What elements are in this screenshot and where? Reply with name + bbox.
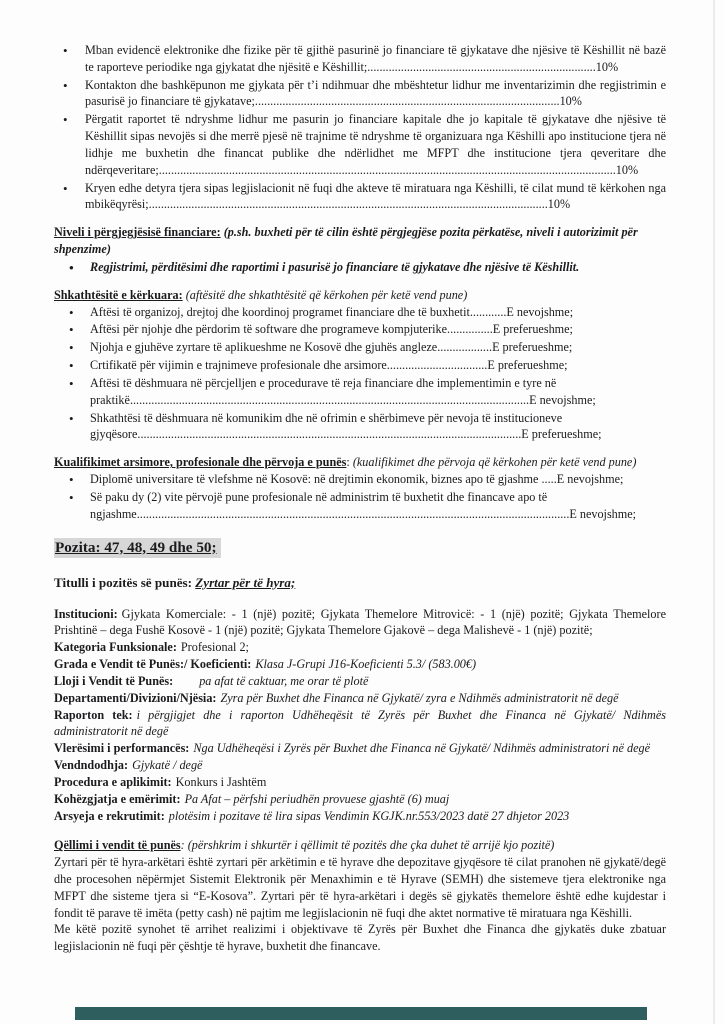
colon: : bbox=[180, 838, 188, 853]
duty-item bbox=[54, 42, 666, 76]
section-note: (p.sh. buxheti për të cilin është përgjegjëse pozita përkatëse, niveli i autorizimit për shpenzime) bbox=[54, 225, 638, 257]
skill-level: E nevojshme; bbox=[506, 304, 574, 319]
dot-leader: ........................................................................... bbox=[367, 59, 596, 74]
qualification-text: Diplomë universitare të vlefshme në Kosovë: në drejtimin ekonomik, biznes apo të gjashme bbox=[90, 472, 542, 487]
detail-row bbox=[54, 656, 666, 673]
detail-label: Raporton tek: bbox=[54, 707, 133, 722]
skill-text: Aftësi të dëshmuara në përcjelljen e procedurave të reja financiare dhe implementimin e tyre në praktikë bbox=[90, 375, 557, 407]
skills-list bbox=[54, 304, 666, 444]
job-title-row bbox=[54, 574, 666, 592]
skill-text: Crtifikatë për vijimin e trajnimeve profesionale dhe arsimore bbox=[90, 358, 387, 373]
purpose-paragraph: Zyrtari për të hyra-arkëtari është zyrtari për arkëtimin e të hyrave dhe depozitave gjyqësore të cilat pranohen në gjykatë/degë dhe procesohen nëpërmjet Sistemit Elektronik për Menaxhimin e të Hyrave (SEMH) dhe sistemeve tjera elektronike nga MFPT dhe sisteme tjera si “E-Kosova”. Zyrtari për të hyra-arkëtari i degës së gjykatës themelore është edhe kujdestar i fondit të parave të imëta (petty cash) në pajtim me legjislacionin në fuqi dhe aktet normative të miratuara nga Këshilli. bbox=[54, 855, 666, 920]
detail-label: Arsyeja e rekrutimit: bbox=[54, 808, 165, 823]
duty-weight: 10% bbox=[595, 59, 619, 74]
detail-value: i përgjigjet dhe i raporton Udhëheqësit të Zyrës për Buxhet dhe Financa në Gjykatë/ Ndihmës administratorit në degë bbox=[54, 707, 666, 739]
detail-value: Nga Udhëheqësi i Zyrës për Buxhet dhe Financa në Gjykatë/ Ndihmës administratori në degë bbox=[193, 741, 650, 756]
skill-item bbox=[54, 410, 666, 444]
skill-item bbox=[54, 375, 666, 409]
duty-item bbox=[54, 111, 666, 178]
skill-level: E preferueshme; bbox=[492, 340, 573, 355]
position-number-heading bbox=[54, 538, 666, 559]
dot-leader: ................................. bbox=[386, 358, 488, 373]
detail-value: pa afat të caktuar, me orar të plotë bbox=[199, 673, 369, 688]
detail-label: Vendndodhja: bbox=[54, 758, 129, 773]
dot-leader: ..... bbox=[541, 472, 557, 487]
detail-row bbox=[54, 639, 666, 656]
duty-text: Kryen edhe detyra tjera sipas legjislacionit në fuqi dhe akteve të miratuara nga Këshilli, të cilat mund të kërkohen nga mbikëqyrësi; bbox=[85, 180, 666, 212]
duty-weight: 10% bbox=[547, 197, 571, 212]
section-heading: Niveli i përgjegjësisë financiare: bbox=[54, 225, 221, 240]
skill-item bbox=[54, 304, 666, 321]
qualification-item bbox=[54, 489, 666, 523]
dot-leader: ................................................................................................................................... bbox=[148, 197, 548, 212]
detail-row bbox=[54, 808, 666, 825]
dot-leader: .................. bbox=[437, 340, 493, 355]
duty-text: Përgatit raportet të ndryshme lidhur me pasurin jo financiare kapitale dhe jo kapitale të gjykatave dhe njësive të Këshillit sipas nevojës si dhe merrë pjesë në trajnime të ndryshme të organizuara nga Këshilli apo institucione tjera në lidhje me buxhetin dhe financat publike dhe ndërlidhet me MFPT dhe institucione tjera qeveritare dhe ndërqeveritare; bbox=[85, 112, 666, 177]
duties-list bbox=[54, 42, 666, 213]
detail-row bbox=[54, 673, 666, 690]
detail-row bbox=[54, 774, 666, 791]
detail-label: Procedura e aplikimit: bbox=[54, 774, 172, 789]
detail-label: Grada e Vendit të Punës:/ Koeficienti: bbox=[54, 657, 252, 672]
qualification-text: Së paku dy (2) vite përvojë pune profesionale në administrim të buxhetit dhe financave apo të ngjashme bbox=[90, 489, 548, 521]
purpose-section bbox=[54, 837, 666, 955]
dot-leader: ................................................................................................................................... bbox=[129, 392, 530, 407]
section-note: (aftësitë dhe shkathtësitë që kërkohen për ketë vend pune) bbox=[185, 287, 468, 302]
detail-row bbox=[54, 606, 666, 640]
skill-item bbox=[54, 321, 666, 338]
detail-value: plotësim i pozitave të lira sipas Vendimin KGJK.nr.553/2023 datë 27 dhjetor 2023 bbox=[168, 808, 570, 823]
detail-row bbox=[54, 740, 666, 757]
skill-text: Shkathtësi të dëshmuara në komunikim dhe në ofrimin e shërbimeve për nevoja të institucioneve gjyqësore bbox=[90, 410, 563, 442]
detail-value: Gjykatë / degë bbox=[132, 758, 203, 773]
skill-level: E preferueshme; bbox=[487, 358, 568, 373]
dot-leader: ............ bbox=[469, 304, 507, 319]
purpose-heading-row bbox=[54, 837, 666, 854]
detail-row bbox=[54, 791, 666, 808]
duty-text: Mban evidencë elektronike dhe fizike për të gjithë pasurinë jo financiare të gjykatave dhe njësive të Këshillit në bazë te raporteve periodike nga gjykatat dhe njësitë e Këshillit; bbox=[85, 43, 666, 74]
detail-label: Departamenti/Divizioni/Njësia: bbox=[54, 690, 217, 705]
detail-row bbox=[54, 707, 666, 741]
qualification-level: E nevojshme; bbox=[556, 472, 624, 487]
detail-value: Zyra për Buxhet dhe Financa në Gjykatë/ zyra e Ndihmës administratorit në degë bbox=[220, 690, 619, 705]
section-heading: Shkathtësitë e kërkuara: bbox=[54, 287, 183, 302]
financial-level-item: • Regjistrimi, përditësimi dhe raportimi i pasurisë jo financiare të gjykatave dhe njësive të Këshillit. bbox=[54, 259, 666, 276]
qualifications-list bbox=[54, 471, 666, 522]
duty-text: Kontakton dhe bashkëpunon me gjykata për t’i ndihmuar dhe mbështetur lidhur me inventarizimin dhe regjistrimin e pasurisë jo financiare të gjykatave; bbox=[85, 77, 666, 109]
detail-row bbox=[54, 757, 666, 774]
section-note: (kualifikimet dhe përvoja që kërkohen për ketë vend pune) bbox=[352, 455, 637, 470]
highlighted-heading-text: Pozita: 47, 48, 49 dhe 50; bbox=[54, 538, 221, 558]
job-title-label: Titulli i pozitës së punës: bbox=[54, 574, 192, 590]
detail-value: Gjykata Komerciale: - 1 (një) pozitë; Gjykata Themelore Mitrovicë: - 1 (një) pozitë; Gjykata Themelore Prishtinë – dega Fushë Kosovë - 1 (një) pozitë; Gjykata Themelore Gjakovë – dega Malishevë - 1 (një) pozitë; bbox=[54, 606, 666, 638]
financial-level-list bbox=[54, 259, 666, 276]
detail-value: Profesional 2; bbox=[180, 640, 249, 655]
duty-weight: 10% bbox=[615, 162, 639, 177]
dot-leader: .................................................................................................... bbox=[254, 94, 560, 109]
financial-level-heading-row bbox=[54, 224, 666, 258]
duty-item bbox=[54, 77, 666, 111]
qualifications-heading-row bbox=[54, 454, 666, 471]
detail-value: Konkurs i Jashtëm bbox=[175, 774, 267, 789]
skill-item bbox=[54, 357, 666, 374]
skill-level: E nevojshme; bbox=[529, 392, 596, 407]
detail-label: Vlerësimi i performancës: bbox=[54, 741, 190, 756]
detail-value: Klasa J-Grupi J16-Koeficienti 5.3/ (583.00€) bbox=[255, 657, 477, 672]
position-details-block bbox=[54, 606, 666, 825]
skill-text: Njohja e gjuhëve zyrtare të aplikueshme ne Kosovë dhe gjuhës angleze bbox=[90, 340, 438, 355]
skill-level: E preferueshme; bbox=[521, 427, 602, 442]
bottom-scan-bar bbox=[75, 1007, 647, 1020]
dot-leader: .............................................................................................................................. bbox=[137, 427, 522, 442]
detail-label: Kategoria Funksionale: bbox=[54, 640, 177, 655]
dot-leader: ............... bbox=[447, 322, 493, 337]
section-heading: Kualifikimet arsimore, profesionale dhe përvoja e punës bbox=[54, 455, 347, 470]
detail-label: Institucioni: bbox=[54, 606, 118, 621]
section-note: (përshkrim i shkurtër i qëllimit të pozitës dhe çka duhet të arrijë kjo pozitë) bbox=[187, 838, 555, 853]
section-heading: Qëllimi i vendit të punës bbox=[54, 838, 181, 853]
skill-text: Aftësi për njohje dhe përdorim të software dhe programeve kompjuterike bbox=[90, 322, 448, 337]
qualification-level: E nevojshme; bbox=[569, 506, 637, 521]
detail-row bbox=[54, 690, 666, 707]
detail-value: Pa Afat – përfshi periudhën provuese gjashtë (6) muaj bbox=[184, 791, 450, 806]
page-edge-line bbox=[713, 0, 715, 1024]
duty-item bbox=[54, 180, 666, 214]
dot-leader: .............................................................................................................................................. bbox=[136, 506, 570, 521]
skill-text: Aftësi të organizoj, drejtoj dhe koordinoj programet financiare dhe të buxhetit bbox=[90, 304, 470, 319]
skill-item bbox=[54, 339, 666, 356]
qualification-item bbox=[54, 471, 666, 488]
job-title-value: Zyrtar për të hyra; bbox=[195, 574, 296, 590]
colon: : bbox=[346, 455, 353, 470]
detail-label: Lloji i Vendit të Punës: bbox=[54, 673, 174, 688]
skill-level: E preferueshme; bbox=[492, 322, 573, 337]
detail-label: Kohëzgjatja e emërimit: bbox=[54, 791, 181, 806]
purpose-paragraph: Me këtë pozitë synohet të arrihet realizimi i objektivave të Zyrës për Buxhet dhe Financa dhe gjykatës duke zbatuar legjislacionin në fuqi për çështje të hyrave, buxhetit dhe financave. bbox=[54, 922, 666, 954]
dot-leader: ...................................................................................................................................................... bbox=[158, 162, 616, 177]
duty-weight: 10% bbox=[559, 94, 582, 109]
skills-heading-row bbox=[54, 287, 666, 304]
